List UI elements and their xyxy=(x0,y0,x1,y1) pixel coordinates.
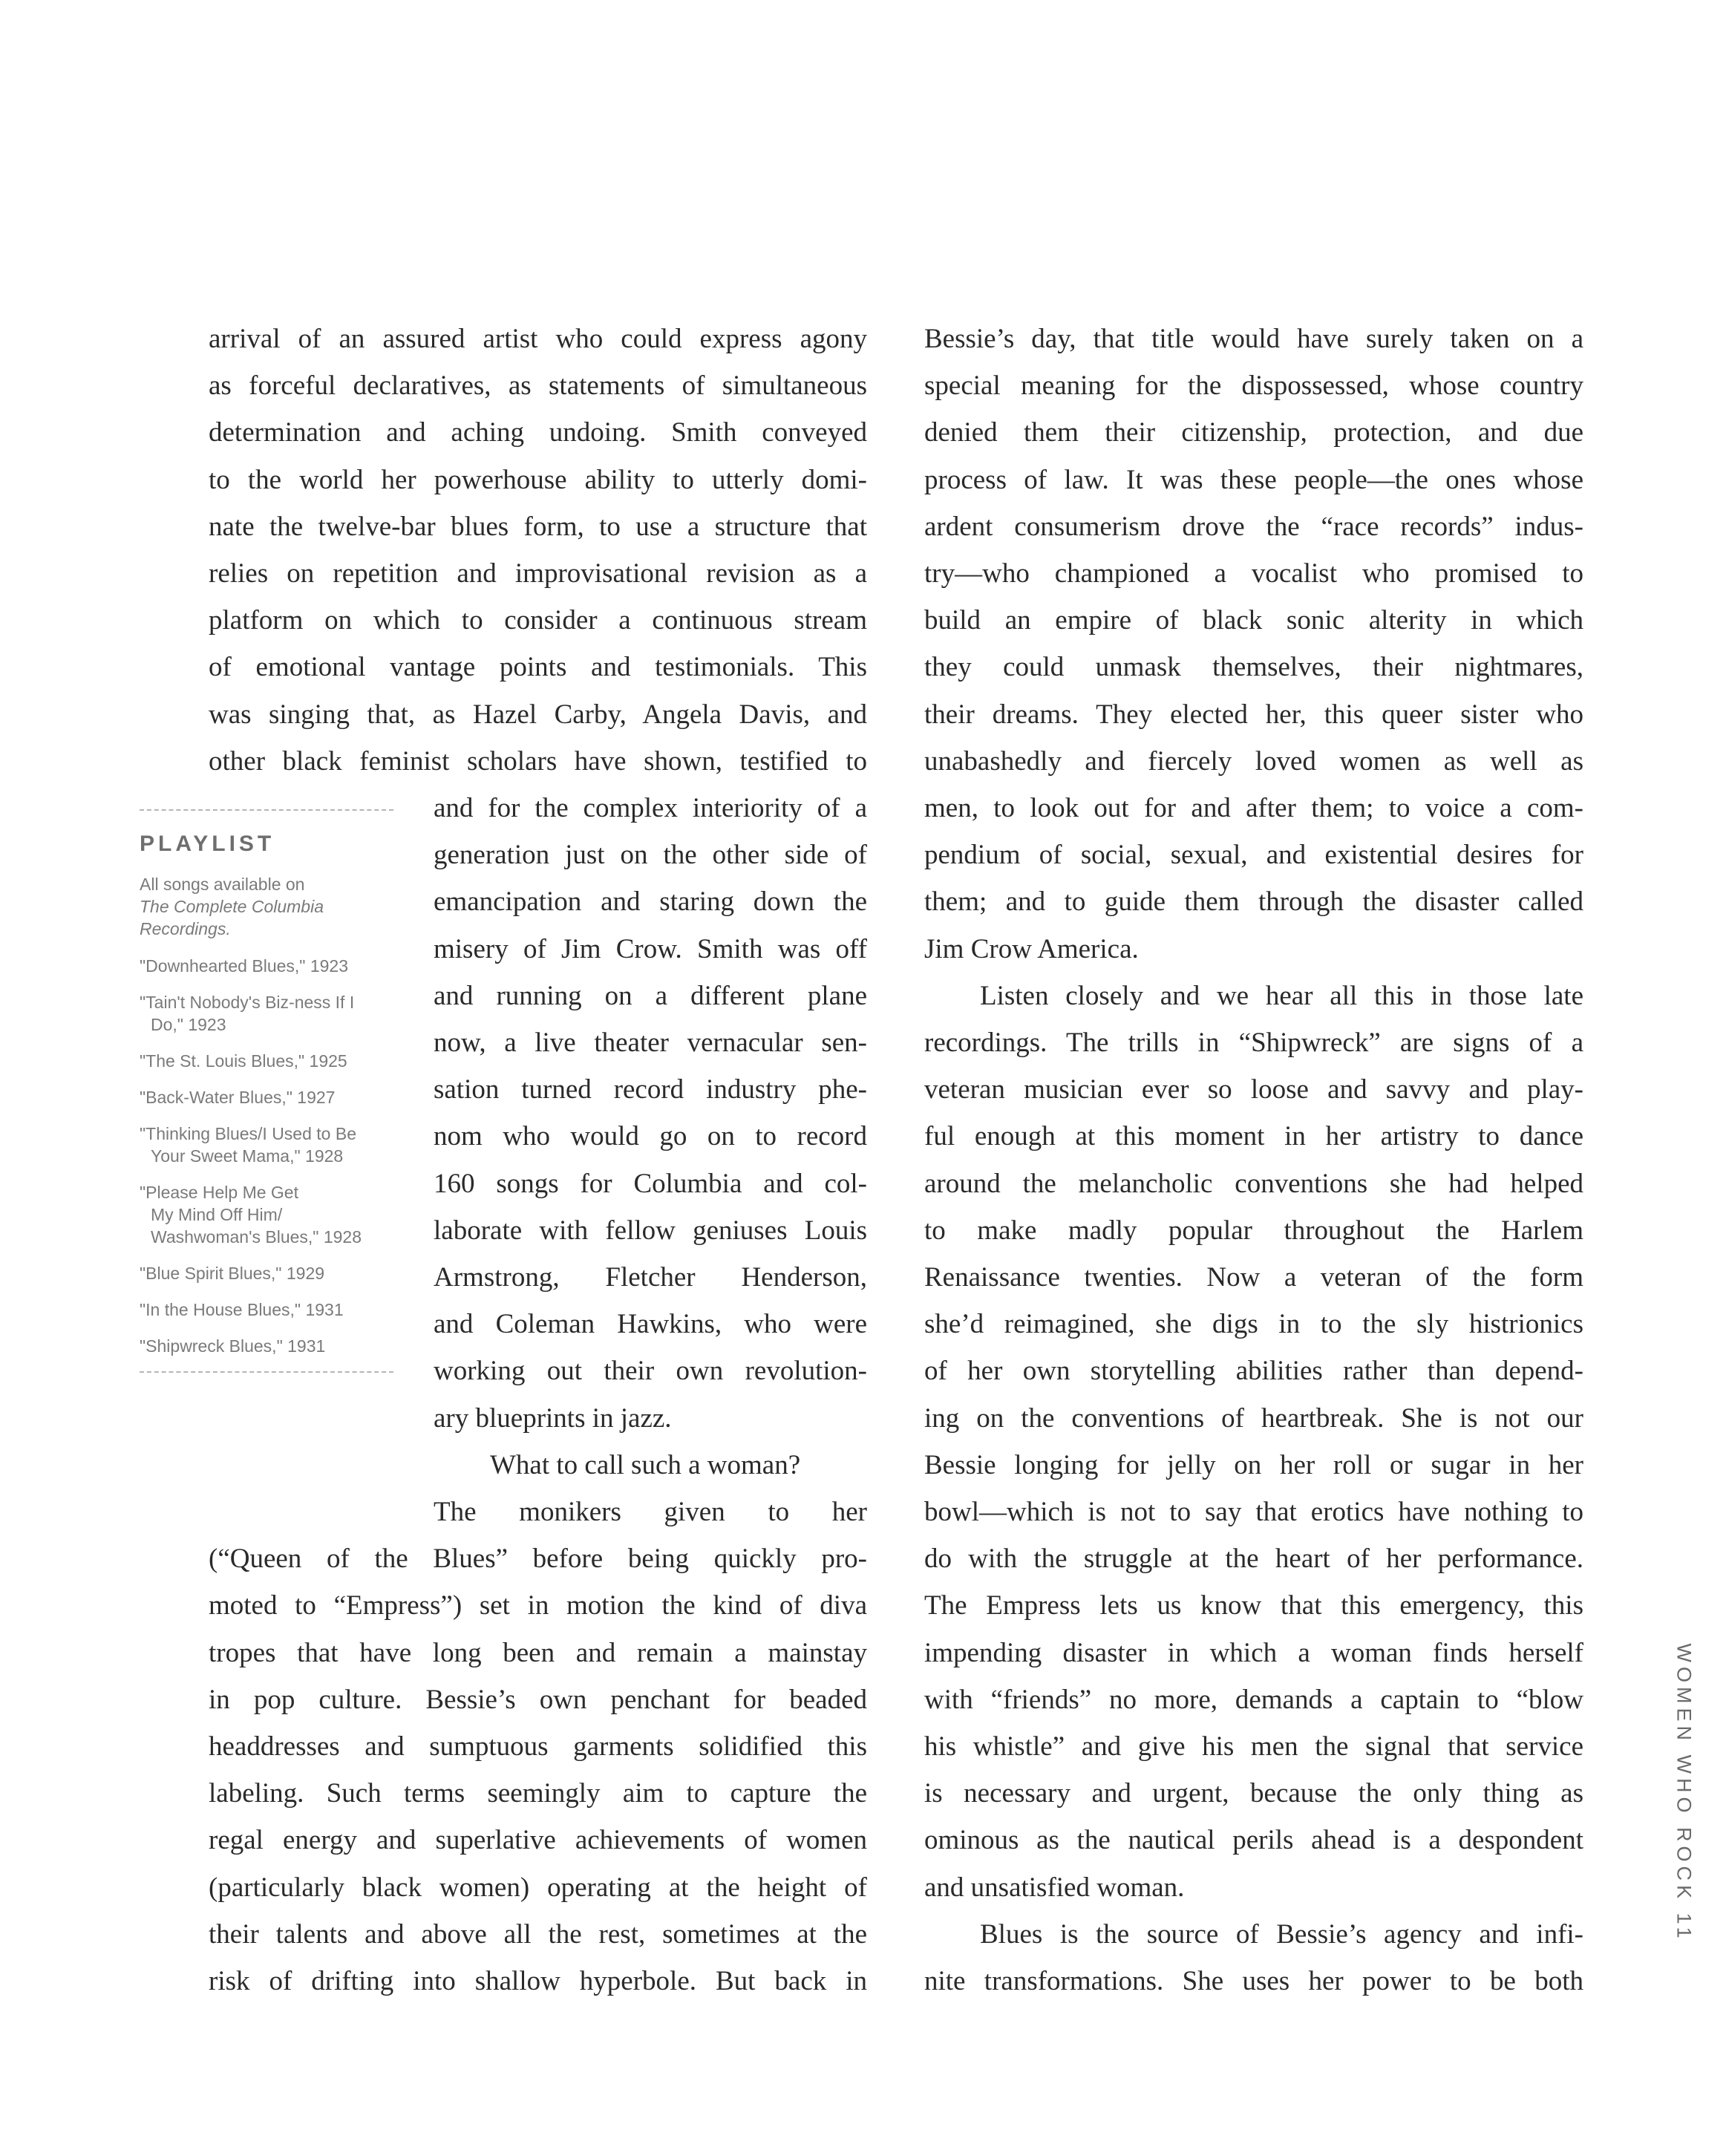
playlist-item-line: "Shipwreck Blues," 1931 xyxy=(140,1336,326,1356)
left-column-line: and for the complex interiority of a xyxy=(434,793,867,823)
right-column-line: pendium of social, sexual, and existential desires for xyxy=(924,840,1583,870)
sidebar-note xyxy=(140,873,393,940)
right-column-line: process of law. It was these people—the ones whose xyxy=(924,465,1583,495)
playlist-item xyxy=(140,1262,393,1284)
right-column-line: denied them their citizenship, protection, and due xyxy=(924,417,1583,448)
left-column-line: regal energy and superlative achievements of women xyxy=(209,1825,867,1855)
right-column-line: veteran musician ever so loose and savvy and play- xyxy=(924,1074,1583,1105)
playlist-item xyxy=(140,1298,393,1321)
left-column-line: sation turned record industry phe- xyxy=(434,1074,867,1105)
playlist-sidebar xyxy=(140,809,393,1373)
sidebar-top-rule xyxy=(140,809,393,811)
right-column-line: their dreams. They elected her, this queer sister who xyxy=(924,699,1583,730)
left-column-line: headdresses and sumptuous garments solidified this xyxy=(209,1731,867,1762)
right-column-line: around the melancholic conventions she had helped xyxy=(924,1169,1583,1199)
right-column-line: Bessie longing for jelly on her roll or sugar in her xyxy=(924,1450,1583,1480)
right-column-line: his whistle” and give his men the signal that service xyxy=(924,1731,1583,1762)
playlist-list xyxy=(140,955,393,1357)
left-column-line: emancipation and staring down the xyxy=(434,886,867,917)
sidebar-note-line: Recordings. xyxy=(140,919,231,938)
right-column-line: unabashedly and fiercely loved women as well as xyxy=(924,746,1583,777)
left-column-line: and Coleman Hawkins, who were xyxy=(434,1309,867,1339)
left-column-line: generation just on the other side of xyxy=(434,840,867,870)
left-column-line: nom who would go on to record xyxy=(434,1121,867,1152)
left-column-line: to the world her powerhouse ability to utterly domi- xyxy=(209,465,867,495)
left-column-line: 160 songs for Columbia and col- xyxy=(434,1169,867,1199)
sidebar-note-line: The Complete Columbia xyxy=(140,897,324,916)
playlist-item-line: "Back-Water Blues," 1927 xyxy=(140,1088,336,1107)
right-column-line: bowl—which is not to say that erotics have nothing to xyxy=(924,1497,1583,1527)
right-column-line: build an empire of black sonic alterity in which xyxy=(924,605,1583,636)
left-column-line: nate the twelve-bar blues form, to use a structure that xyxy=(209,512,867,542)
left-column-line: What to call such a woman? xyxy=(490,1450,801,1480)
left-column-line: risk of drifting into shallow hyperbole. But back in xyxy=(209,1966,867,1996)
left-column-line: labeling. Such terms seemingly aim to capture the xyxy=(209,1778,867,1809)
right-column-line: try—who championed a vocalist who promised to xyxy=(924,558,1583,589)
right-column-line: men, to look out for and after them; to voice a com- xyxy=(924,793,1583,823)
right-column-line: The Empress lets us know that this emergency, this xyxy=(924,1590,1583,1621)
right-column-line: Renaissance twenties. Now a veteran of the form xyxy=(924,1262,1583,1293)
left-column-line: in pop culture. Bessie’s own penchant for beaded xyxy=(209,1685,867,1715)
running-head: WOMEN WHO ROCK 11 xyxy=(1673,1643,1696,1943)
left-column-line: was singing that, as Hazel Carby, Angela Davis, and xyxy=(209,699,867,730)
left-column-line: determination and aching undoing. Smith conveyed xyxy=(209,417,867,448)
sidebar-note-line: All songs available on xyxy=(140,875,305,894)
right-column-line: to make madly popular throughout the Harlem xyxy=(924,1215,1583,1246)
right-column-line: Bessie’s day, that title would have surely taken on a xyxy=(924,324,1583,354)
playlist-item-line: "Thinking Blues/I Used to Be xyxy=(140,1124,356,1143)
playlist-item-line: Do," 1923 xyxy=(151,1015,226,1034)
right-column-line: them; and to guide them through the disaster called xyxy=(924,886,1583,917)
left-column-line: misery of Jim Crow. Smith was off xyxy=(434,934,867,964)
playlist-item xyxy=(140,1050,393,1072)
playlist-item-line: My Mind Off Him/ xyxy=(151,1205,283,1224)
playlist-item-line: "The St. Louis Blues," 1925 xyxy=(140,1051,347,1071)
playlist-item xyxy=(140,1335,393,1357)
left-column-line: tropes that have long been and remain a mainstay xyxy=(209,1638,867,1668)
right-column-line: ominous as the nautical perils ahead is a despondent xyxy=(924,1825,1583,1855)
right-column-line: recordings. The trills in “Shipwreck” are signs of a xyxy=(924,1028,1583,1058)
left-column-line: relies on repetition and improvisational revision as a xyxy=(209,558,867,589)
left-column-line: as forceful declaratives, as statements of simultaneous xyxy=(209,370,867,401)
right-column-line: nite transformations. She uses her power to be both xyxy=(924,1966,1583,1996)
playlist-item xyxy=(140,1123,393,1167)
left-column-line: laborate with fellow geniuses Louis xyxy=(434,1215,867,1246)
playlist-item-line: "Tain't Nobody's Biz-ness If I xyxy=(140,993,355,1012)
playlist-item xyxy=(140,955,393,977)
right-column-line: and unsatisfied woman. xyxy=(924,1872,1185,1903)
left-column-line: (particularly black women) operating at the height of xyxy=(209,1872,867,1903)
left-column-line: arrival of an assured artist who could express agony xyxy=(209,324,867,354)
playlist-item-line: "Downhearted Blues," 1923 xyxy=(140,956,349,976)
left-column-line: ary blueprints in jazz. xyxy=(434,1403,672,1434)
right-column-line: Listen closely and we hear all this in those late xyxy=(980,981,1583,1011)
left-column-line: The monikers given to her xyxy=(434,1497,867,1527)
playlist-item-line: "In the House Blues," 1931 xyxy=(140,1300,344,1319)
right-column-line: she’d reimagined, she digs in to the sly histrionics xyxy=(924,1309,1583,1339)
right-column-line: ardent consumerism drove the “race records” indus- xyxy=(924,512,1583,542)
right-column-line: ful enough at this moment in her artistry to dance xyxy=(924,1121,1583,1152)
playlist-item-line: "Blue Spirit Blues," 1929 xyxy=(140,1264,325,1283)
right-column-line: Blues is the source of Bessie’s agency and infi- xyxy=(980,1919,1583,1950)
right-column-line: Jim Crow America. xyxy=(924,934,1139,964)
left-column-line: platform on which to consider a continuous stream xyxy=(209,605,867,636)
left-column-line: now, a live theater vernacular sen- xyxy=(434,1028,867,1058)
left-column-line: (“Queen of the Blues” before being quickly pro- xyxy=(209,1544,867,1574)
playlist-item xyxy=(140,991,393,1036)
left-column-line: working out their own revolution- xyxy=(434,1356,867,1386)
left-column-line: Armstrong, Fletcher Henderson, xyxy=(434,1262,867,1293)
sidebar-title: PLAYLIST xyxy=(140,832,275,856)
right-column-line: impending disaster in which a woman finds herself xyxy=(924,1638,1583,1668)
left-column-line: moted to “Empress”) set in motion the kind of diva xyxy=(209,1590,867,1621)
playlist-item-line: Washwoman's Blues," 1928 xyxy=(151,1227,362,1247)
playlist-item xyxy=(140,1181,393,1248)
right-column-line: with “friends” no more, demands a captain to “blow xyxy=(924,1685,1583,1715)
left-column-line: their talents and above all the rest, sometimes at the xyxy=(209,1919,867,1950)
right-column-line: special meaning for the dispossessed, whose country xyxy=(924,370,1583,401)
sidebar-bottom-rule xyxy=(140,1371,393,1373)
playlist-item xyxy=(140,1086,393,1108)
left-column-line: other black feminist scholars have shown, testified to xyxy=(209,746,867,777)
right-column-line: of her own storytelling abilities rather than depend- xyxy=(924,1356,1583,1386)
playlist-item-line: "Please Help Me Get xyxy=(140,1183,298,1202)
right-column-line: is necessary and urgent, because the only thing as xyxy=(924,1778,1583,1809)
right-column-line: do with the struggle at the heart of her performance. xyxy=(924,1544,1583,1574)
right-column-line: ing on the conventions of heartbreak. She is not our xyxy=(924,1403,1583,1434)
playlist-item-line: Your Sweet Mama," 1928 xyxy=(151,1146,344,1166)
right-column-line: they could unmask themselves, their nightmares, xyxy=(924,652,1583,682)
left-column-line: and running on a different plane xyxy=(434,981,867,1011)
left-column-line: of emotional vantage points and testimonials. This xyxy=(209,652,867,682)
